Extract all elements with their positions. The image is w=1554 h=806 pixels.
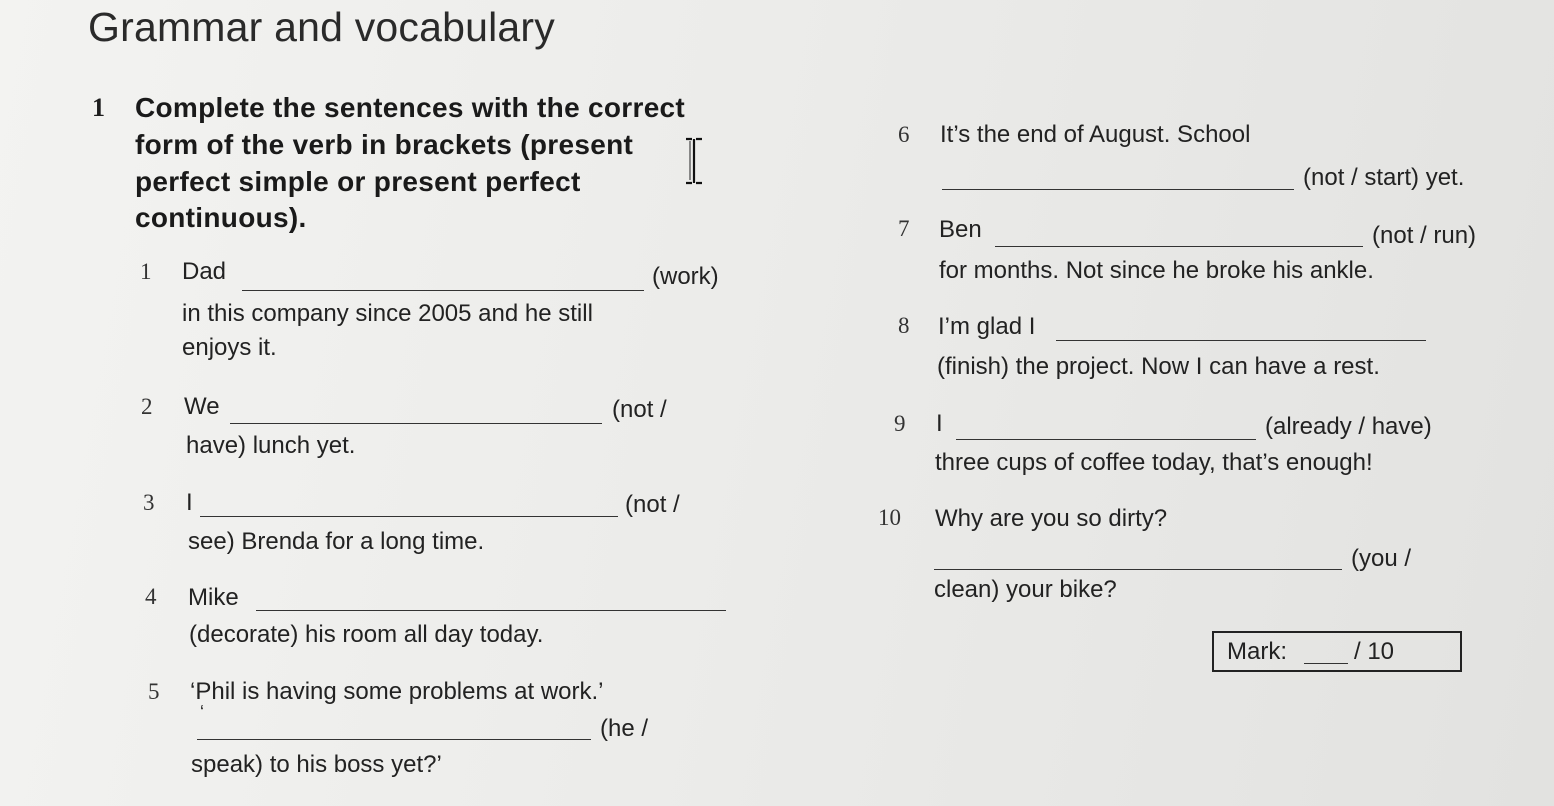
instruction-line-3: perfect simple or present perfect bbox=[135, 166, 581, 197]
answer-blank[interactable] bbox=[934, 569, 1342, 570]
answer-blank[interactable] bbox=[942, 189, 1294, 190]
mark-blank[interactable] bbox=[1304, 663, 1348, 664]
item-text: ‘Phil is having some problems at work.’ bbox=[190, 678, 604, 705]
page-title: Grammar and vocabulary bbox=[88, 4, 555, 50]
item-text: Ben bbox=[939, 216, 982, 243]
item-text: I’m glad I bbox=[938, 313, 1036, 340]
mark-total: / 10 bbox=[1354, 638, 1395, 665]
answer-blank[interactable] bbox=[200, 516, 618, 517]
item-text: enjoys it. bbox=[182, 334, 277, 361]
verb-hint: (not / bbox=[612, 396, 667, 423]
answer-blank[interactable] bbox=[242, 290, 644, 291]
item-text: speak) to his boss yet?’ bbox=[191, 751, 442, 778]
item-number: 7 bbox=[898, 216, 910, 241]
item-text: (decorate) his room all day today. bbox=[189, 621, 544, 648]
item-number: 5 bbox=[148, 679, 160, 704]
mark-label: Mark: bbox=[1227, 638, 1287, 665]
verb-hint: (he / bbox=[600, 715, 649, 742]
text-cursor-icon bbox=[682, 136, 706, 186]
verb-hint: (already / have) bbox=[1265, 413, 1432, 440]
instruction-line-1: Complete the sentences with the correct bbox=[135, 92, 686, 123]
item-number: 3 bbox=[143, 490, 155, 515]
item-number: 10 bbox=[878, 505, 901, 530]
item-text: I bbox=[936, 410, 943, 437]
opening-quote: ‘ bbox=[200, 702, 204, 722]
instruction-line-4: continuous). bbox=[135, 202, 307, 233]
answer-blank[interactable] bbox=[256, 610, 726, 611]
verb-hint: (not / start) yet. bbox=[1303, 164, 1465, 191]
verb-hint: (you / bbox=[1351, 545, 1412, 572]
item-text: clean) your bike? bbox=[934, 576, 1117, 603]
verb-hint: (not / bbox=[625, 491, 680, 518]
answer-blank[interactable] bbox=[230, 423, 602, 424]
verb-hint: (not / run) bbox=[1372, 222, 1477, 249]
item-text: for months. Not since he broke his ankle. bbox=[939, 257, 1374, 284]
answer-blank[interactable] bbox=[197, 739, 591, 740]
answer-blank[interactable] bbox=[1056, 340, 1426, 341]
verb-hint: (work) bbox=[652, 263, 719, 290]
item-text: I bbox=[186, 489, 193, 516]
item-text: Dad bbox=[182, 258, 227, 285]
item-number: 4 bbox=[145, 584, 157, 609]
item-text: see) Brenda for a long time. bbox=[188, 528, 485, 555]
answer-blank[interactable] bbox=[956, 439, 1256, 440]
item-number: 8 bbox=[898, 313, 910, 338]
item-text: We bbox=[184, 393, 220, 420]
item-text: have) lunch yet. bbox=[186, 432, 356, 459]
item-text: Mike bbox=[188, 584, 239, 611]
item-number: 6 bbox=[898, 122, 910, 147]
item-number: 9 bbox=[894, 411, 906, 436]
item-number: 1 bbox=[140, 259, 152, 284]
instruction-line-2: form of the verb in brackets (present bbox=[135, 129, 634, 160]
item-text: in this company since 2005 and he still bbox=[182, 300, 593, 327]
item-text: three cups of coffee today, that’s enough! bbox=[935, 449, 1373, 476]
item-text: Why are you so dirty? bbox=[935, 505, 1168, 532]
mark-box bbox=[1212, 631, 1462, 672]
item-number: 2 bbox=[141, 394, 153, 419]
item-text: (finish) the project. Now I can have a rest. bbox=[937, 353, 1380, 380]
exercise-number: 1 bbox=[92, 93, 105, 122]
item-text: It’s the end of August. School bbox=[940, 121, 1251, 148]
answer-blank[interactable] bbox=[995, 246, 1363, 247]
